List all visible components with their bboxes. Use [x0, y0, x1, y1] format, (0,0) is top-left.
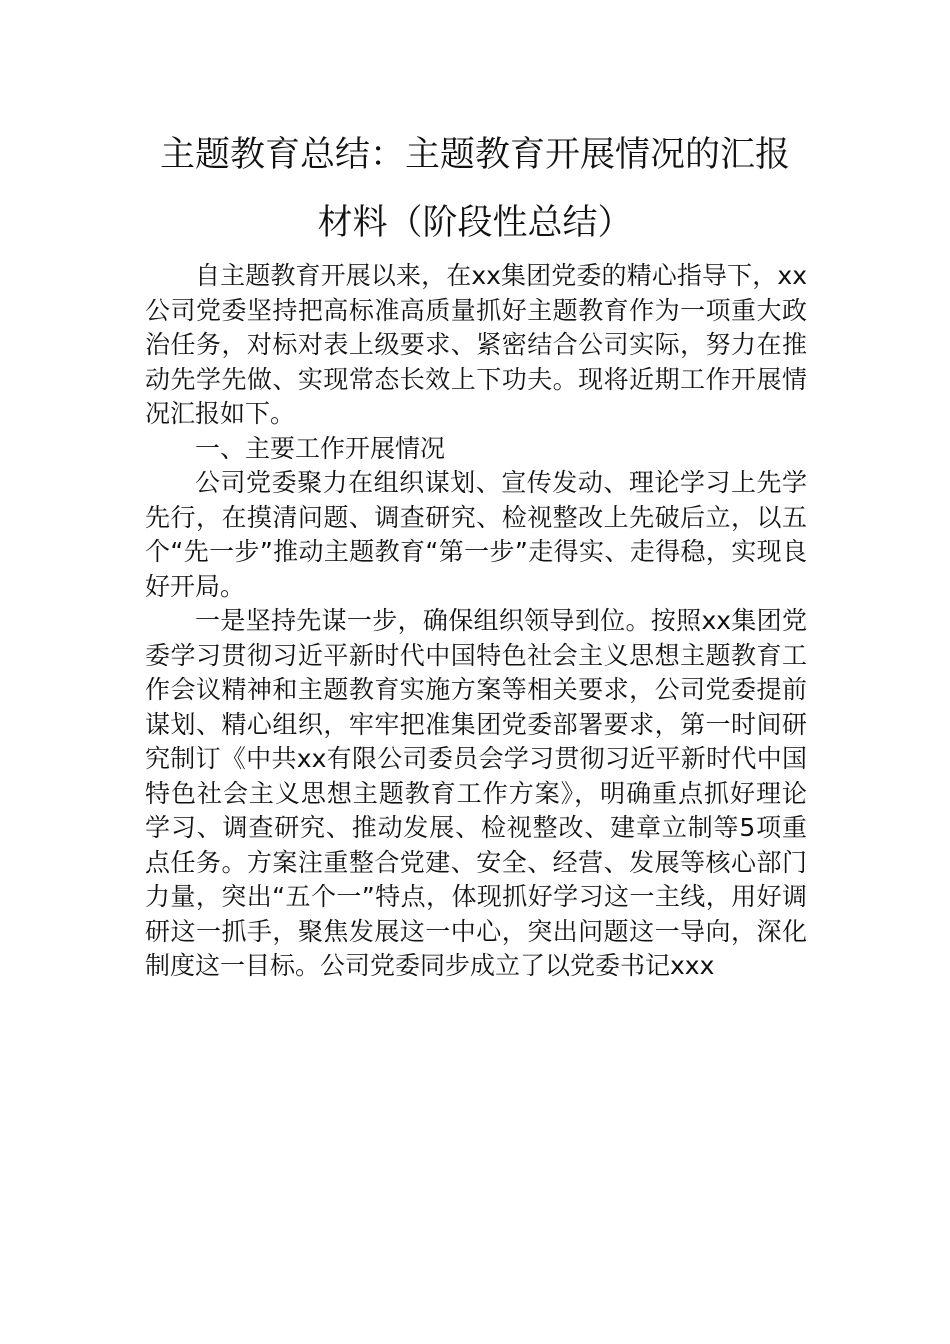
document-title-line-1: 主题教育总结：主题教育开展情况的汇报	[159, 135, 790, 175]
summary-paragraph: 公司党委聚力在组织谋划、宣传发动、理论学习上先学先行，在摸清问题、调查研究、检视整改上先破后立，以五个“先一步”推动主题教育“第一步”走得实、走得稳，实现良好开局。	[145, 468, 807, 601]
detail-paragraph-1: 一是坚持先谋一步，确保组织领导到位。按照xx集团党委学习贯彻习近平新时代中国特色社会主义思想主题教育工作会议精神和主题教育实施方案等相关要求，公司党委提前谋划、精心组织，牢牢把准集团党委部署要求，第一时间研究制订《中共xx有限公司委员会学习贯彻习近平新时代中国特色社会主义思想主题教育工作方案》，明确重点抓好理论学习、调查研究、推动发展、检视整改、建章立制等5项重点任务。方案注重整合党建、安全、经营、发展等核心部门力量，突出“五个一”特点，体现抓好学习这一主线，用好调研这一抓手，聚焦发展这一中心，突出问题这一导向，深化制度这一目标。公司党委同步成立了以党委书记xxx	[145, 606, 807, 980]
section-heading-1: 一、主要工作开展情况	[195, 433, 446, 463]
intro-paragraph: 自主题教育开展以来，在xx集团党委的精心指导下，xx公司党委坚持把高标准高质量抓好主题教育作为一项重大政治任务，对标对表上级要求、紧密结合公司实际，努力在推动先学先做、实现常态长效上下功夫。现将近期工作开展情况汇报如下。	[145, 261, 807, 428]
document-body	[145, 259, 807, 984]
document-title-line-2: 材料（阶段性总结）	[317, 203, 633, 243]
